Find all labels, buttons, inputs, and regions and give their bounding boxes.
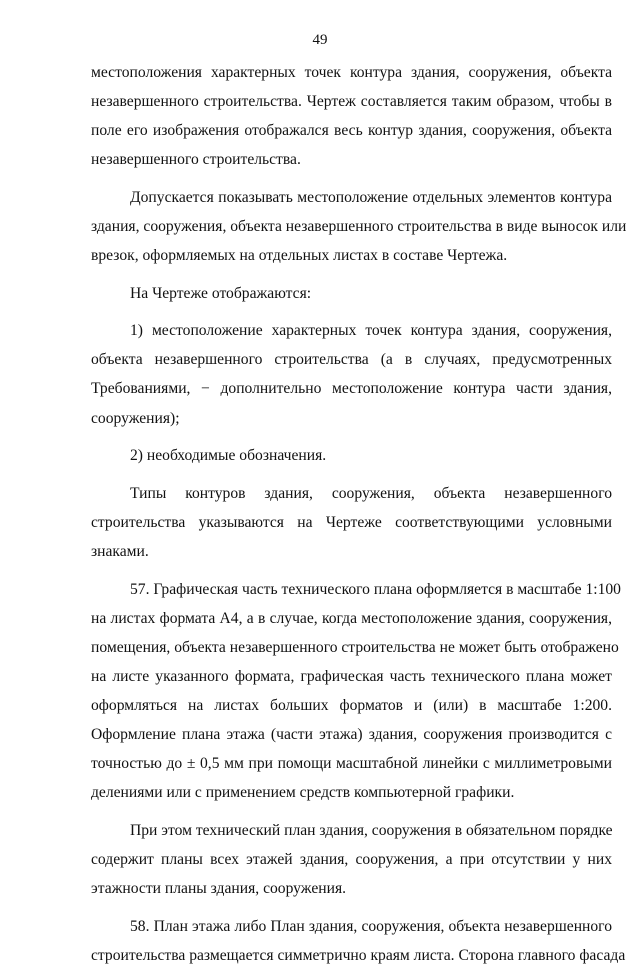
text-line: оформляться на листах больших форматов и (или) в масштабе 1:200. — [91, 696, 612, 714]
text-line: строительства указываются на Чертеже соответствующими условными — [91, 513, 612, 531]
text-line: 1) местоположение характерных точек контура здания, сооружения, — [130, 322, 612, 340]
paragraph — [91, 183, 627, 270]
page-number: 49 — [312, 32, 328, 48]
paragraph — [91, 479, 612, 566]
text-line: незавершенного строительства. — [91, 151, 301, 169]
paragraph-spacer — [91, 470, 612, 479]
paragraph — [91, 58, 612, 174]
text-line: Оформление плана этажа (части этажа) здания, сооружения производится с — [91, 725, 612, 743]
text-line: точностью до ± 0,5 мм при помощи масштабной линейки с миллиметровыми — [91, 755, 612, 773]
text-line: этажности планы здания, сооружения. — [91, 879, 347, 897]
text-line: незавершенного строительства. Чертеж составляется таким образом, чтобы в — [91, 93, 612, 111]
paragraph — [91, 912, 626, 970]
text-line: При этом технический план здания, сооружения в обязательном порядке — [130, 821, 613, 839]
text-line: Требованиями, − дополнительно местоположение контура части здания, — [91, 380, 612, 398]
paragraph — [91, 316, 612, 432]
paragraph — [91, 441, 612, 470]
text-line: Типы контуров здания, сооружения, объекта незавершенного — [130, 484, 612, 502]
paragraph — [91, 279, 612, 308]
paragraph — [91, 816, 612, 903]
text-line: местоположения характерных точек контура здания, сооружения, объекта — [91, 64, 612, 81]
text-line: врезок, оформляемых на отдельных листах в составе Чертежа. — [91, 247, 508, 265]
paragraph-spacer — [91, 270, 612, 279]
text-line: 58. План этажа либо План здания, сооружения, объекта незавершенного — [130, 917, 612, 935]
paragraph — [91, 575, 621, 808]
text-line: содержит планы всех этажей здания, сооружения, а при отсутствии у них — [91, 850, 612, 868]
paragraph-spacer — [91, 566, 612, 575]
paragraph-spacer — [91, 433, 612, 442]
paragraph-spacer — [91, 807, 612, 816]
document-body — [91, 58, 627, 970]
text-line: 2) необходимые обозначения. — [130, 447, 327, 465]
text-line: помещения, объекта незавершенного строительства не может быть отображено — [91, 638, 619, 656]
text-line: На Чертеже отображаются: — [130, 284, 312, 302]
text-line: 57. Графическая часть технического плана оформляется в масштабе 1:100 — [130, 580, 621, 598]
text-line: на листе указанного формата, графическая часть технического плана может — [91, 667, 612, 685]
paragraph-spacer — [91, 308, 612, 317]
text-line: сооружения); — [91, 409, 180, 427]
paragraph-spacer — [91, 903, 612, 912]
text-line: на листах формата А4, а в случае, когда местоположение здания, сооружения, — [91, 609, 612, 627]
text-line: поле его изображения отображался весь контур здания, сооружения, объекта — [91, 122, 612, 140]
text-line: строительства размещается симметрично краям листа. Сторона главного фасада — [91, 946, 626, 964]
text-line: делениями или с применением средств компьютерной графики. — [91, 784, 515, 802]
text-line: объекта незавершенного строительства (а в случаях, предусмотренных — [91, 351, 612, 369]
text-line: здания, сооружения, объекта незавершенного строительства в виде выносок или — [91, 217, 627, 235]
text-line: Допускается показывать местоположение отдельных элементов контура — [130, 188, 612, 206]
text-line: знаками. — [91, 542, 149, 560]
paragraph-spacer — [91, 174, 612, 183]
